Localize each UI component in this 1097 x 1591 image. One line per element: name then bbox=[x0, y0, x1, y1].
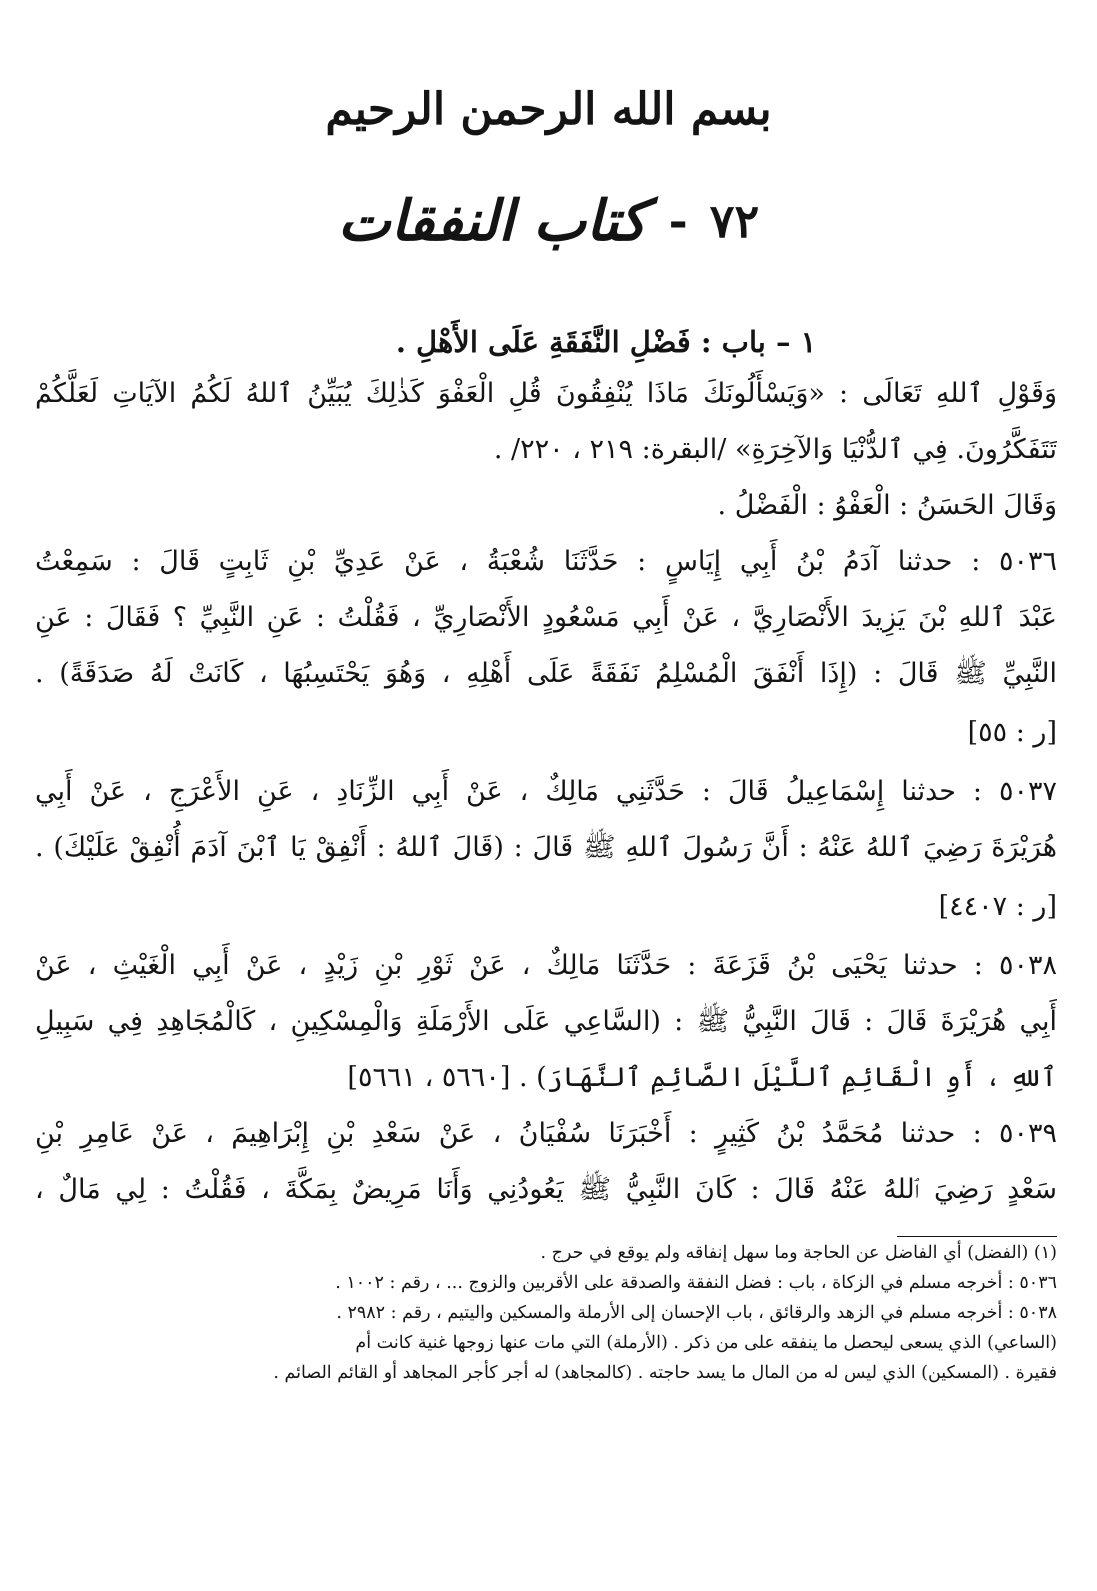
book-title bbox=[0, 188, 1097, 254]
book-number: ٧٢ bbox=[709, 194, 760, 248]
hadith-5036-reference: [ر : ٥٥] bbox=[967, 717, 1057, 748]
footnote-1: (١) (الفضل) أي الفاضل عن الحاجة وما سهل إنفاقه ولم يوقع في حرج . bbox=[540, 1243, 1057, 1263]
hadith-5038-line: أَبِي هُرَيْرَةَ قَالَ : قَالَ النَّبِيُّ ﷺ : (السَّاعِي عَلَى الأَرْمَلَةِ وَالْمِسْكِينِ ، كَالْمُجَاهِدِ فِي سَبِيلِ bbox=[35, 1006, 1057, 1037]
chapter-heading: ١ – باب : فَضْلِ النَّفَقَةِ عَلَى الأَهْلِ . bbox=[395, 325, 817, 359]
hadith-5036-line: النَّبِيِّ ﷺ قَالَ : (إِذَا أَنْفَقَ الْمُسْلِمُ نَفَقَةً عَلَى أَهْلِهِ ، وَهُوَ يَحْتَسِبُهَا ، كَانَتْ لَهُ صَدَقَةً) . bbox=[35, 658, 1057, 689]
hasan-statement: وَقَالَ الحَسَنُ : الْعَفْوُ : الْفَضْلُ . bbox=[717, 490, 1057, 521]
footnote-divider bbox=[897, 1236, 1057, 1237]
hadith-5037-line: ٥٠٣٧ : حدثنا إِسْمَاعِيلُ قَالَ : حَدَّثَنِي مَالِكٌ ، عَنْ أَبِي الزِّنَادِ ، عَنِ الأَعْرَجِ ، عَنْ أَبِي bbox=[35, 776, 1057, 807]
footnote-5038: ٥٠٣٨ : أخرجه مسلم في الزهد والرقائق ، باب الإحسان إلى الأرملة والمسكين واليتيم ، رقم : ٢٩٨٢ . bbox=[336, 1303, 1057, 1323]
book-name: كتاب النفقات bbox=[337, 188, 647, 254]
hadith-5038-line: ٱللهِ ، أَوِ الْقَائِمِ ٱللَّيْلَ الصَّائِمِ ٱلنَّهَارَ) . [٥٦٦٠ ، ٥٦٦١] bbox=[347, 1062, 1057, 1093]
hadith-5037-reference: [ر : ٤٤٠٧] bbox=[938, 891, 1057, 922]
basmala-calligraphy: بسم الله الرحمن الرحيم bbox=[325, 84, 772, 135]
footnote-glossary-line: فقيرة . (المسكين) الذي ليس له من المال ما يسد حاجته . (كالمجاهد) له أجر كأجر المجاهد أو القائم الصائم . bbox=[273, 1363, 1057, 1383]
hadith-5039-line: ٥٠٣٩ : حدثنا مُحَمَّدُ بْنُ كَثِيرٍ : أَخْبَرَنَا سُفْيَانُ ، عَنْ سَعْدِ بْنِ إِبْرَاهِيمَ ، عَنْ عَامِرِ بْنِ bbox=[35, 1118, 1057, 1149]
footnote-5036: ٥٠٣٦ : أخرجه مسلم في الزكاة ، باب : فضل النفقة والصدقة على الأقربين والزوج ... ، رقم : ١٠٠٢ . bbox=[335, 1273, 1057, 1293]
footnote-glossary-line: (الساعي) الذي يسعى ليحصل ما ينفقه على من ذكر . (الأرملة) التي مات عنها زوجها غنية كانت أم bbox=[355, 1333, 1057, 1353]
hadith-5036-line: ٥٠٣٦ : حدثنا آدَمُ بْنُ أَبِي إِيَاسٍ : حَدَّثَنَا شُعْبَةُ ، عَنْ عَدِيِّ بْنِ ثَابِتٍ قَالَ : سَمِعْتُ bbox=[35, 546, 1057, 577]
verse-line: تَتَفَكَّرُونَ. فِي ٱلدُّنْيَا وَالآخِرَةِ» /البقرة: ٢١٩ ، ٢٢٠/ . bbox=[493, 434, 1057, 465]
main-text bbox=[35, 318, 1057, 1218]
footnotes bbox=[37, 1238, 1057, 1388]
hadith-5038-line: ٥٠٣٨ : حدثنا يَحْيَى بْنُ قَزَعَةَ : حَدَّثَنَا مَالِكٌ ، عَنْ ثَوْرِ بْنِ زَيْدٍ ، عَنْ أَبِي الْغَيْثِ ، عَنْ bbox=[35, 950, 1057, 981]
book-title-dash: - bbox=[668, 194, 688, 248]
hadith-5037-line: هُرَيْرَةَ رَضِيَ ٱللهُ عَنْهُ : أَنَّ رَسُولَ ٱللهِ ﷺ قَالَ : (قَالَ ٱللهُ : أَنْفِقْ يَا ٱبْنَ آدَمَ أُنْفِقْ عَلَيْكَ) . bbox=[35, 832, 1057, 863]
hadith-5036-line: عَبْدَ ٱللهِ بْنَ يَزِيدَ الأَنْصَارِيَّ ، عَنْ أَبِي مَسْعُودٍ الأَنْصَارِيِّ ، فَقُلْتُ : عَنِ النَّبِيِّ ؟ فَقَالَ : عَنِ bbox=[35, 602, 1057, 633]
verse-line: وَقَوْلِ ٱللهِ تَعَالَى : «وَيَسْأَلُونَكَ مَاذَا يُنْفِقُونَ قُلِ الْعَفْوَ كَذٰلِكَ يُبَيِّنُ ٱللهُ لَكُمُ الآيَاتِ لَعَلَّكُمْ bbox=[35, 378, 1057, 409]
hadith-5039-line: سَعْدٍ رَضِيَ ٱللهُ عَنْهُ قَالَ : كَانَ النَّبِيُّ ﷺ يَعُودُنِي وَأَنَا مَرِيضٌ بِمَكَّةَ ، فَقُلْتُ : لِي مَالٌ ، bbox=[35, 1174, 1057, 1205]
